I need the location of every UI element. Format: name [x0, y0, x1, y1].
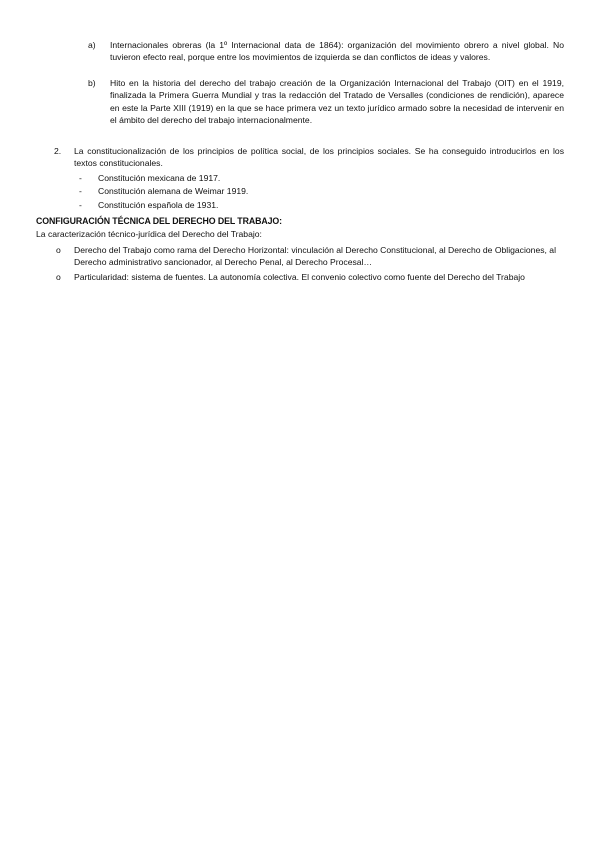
list-marker-2: 2. [54, 146, 62, 156]
bullet-marker: o [56, 272, 61, 282]
list-item-b-text: Hito en la historia del derecho del trabajo creación de la Organización Internacional del Trabajo (OIT) en el 1919, finalizada la Primera Guerra Mundial y tras la redacción del Tratado de Versalles (condiciones de rendición), aparece en este la Parte XIII (1919) en la que se hace primera vez un texto jurídico armado sobre la necesidad de intervenir en el ámbito del derecho del trabajo internacionalmente. [110, 78, 564, 126]
dash-marker: - [79, 186, 82, 196]
list-item-2-text: La constitucionalización de los principios de política social, de los principios sociales. Se ha conseguido introducirlos en los textos constitucionales. [74, 146, 564, 169]
section-intro: La caracterización técnico-jurídica del Derecho del Trabajo: [36, 229, 262, 239]
bullet-item: Derecho del Trabajo como rama del Derecho Horizontal: vinculación al Derecho Constitucional, al Derecho de Obligaciones, al Derecho administrativo sancionador, al Derecho Penal, al Derecho Procesal… [74, 245, 556, 268]
list-marker-b: b) [88, 78, 96, 88]
constitution-item: Constitución española de 1931. [98, 200, 219, 210]
section-heading: CONFIGURACIÓN TÉCNICA DEL DERECHO DEL TRABAJO: [36, 216, 282, 226]
constitution-item: Constitución alemana de Weimar 1919. [98, 186, 249, 196]
dash-marker: - [79, 200, 82, 210]
list-item-a-text: Internacionales obreras (la 1º Internacional data de 1864): organización del movimiento obrero a nivel global. No tuvieron efecto real, porque entre los movimientos de izquierda se dan conflictos de ideas y valores. [110, 40, 564, 63]
constitution-item: Constitución mexicana de 1917. [98, 173, 221, 183]
dash-marker: - [79, 173, 82, 183]
bullet-item: Particularidad: sistema de fuentes. La autonomía colectiva. El convenio colectivo como fuente del Derecho del Trabajo [74, 272, 525, 282]
list-marker-a: a) [88, 40, 96, 50]
bullet-marker: o [56, 245, 61, 255]
